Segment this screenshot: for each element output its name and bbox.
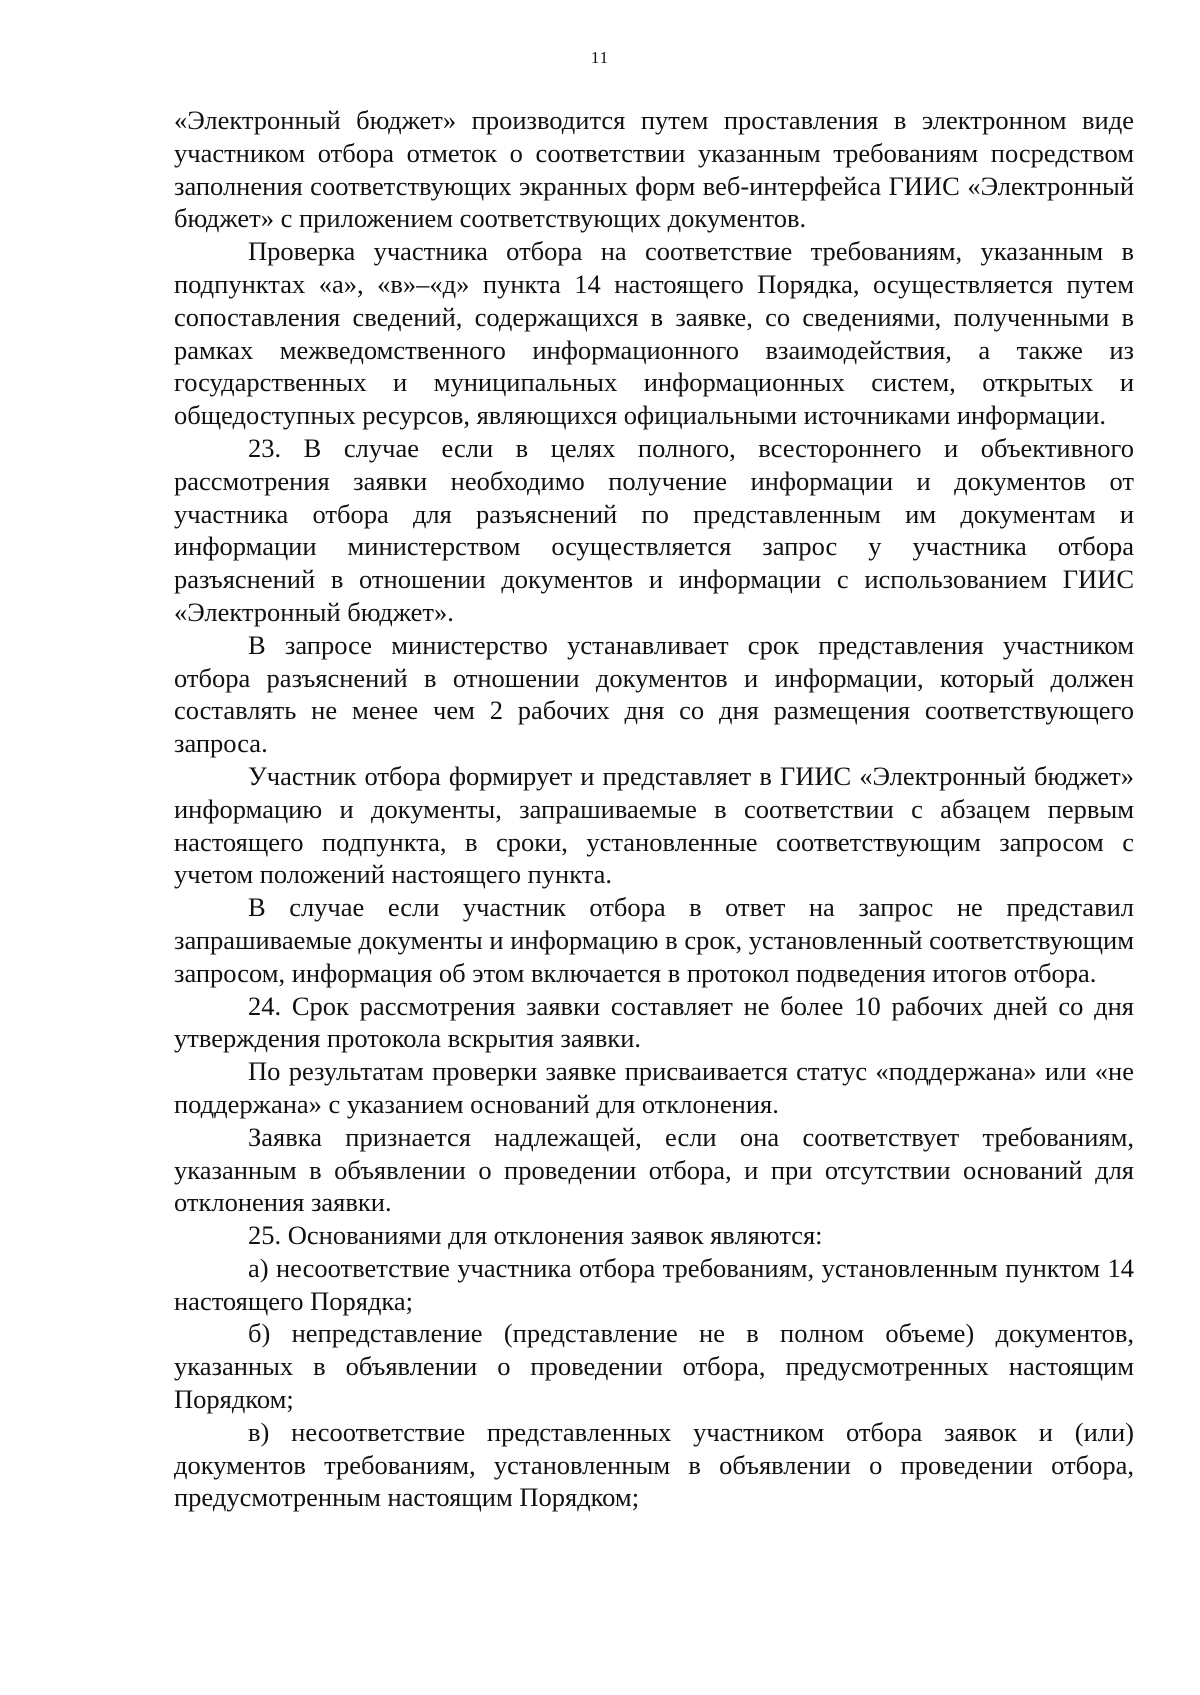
page-number: 11 xyxy=(590,48,610,67)
paragraph-no-response: В случае если участник отбора в ответ на запрос не представил запрашиваемые документы и информацию в срок, установленный соответствующим запросом, информация об этом включается в протокол подведения итогов отбора. xyxy=(174,892,1134,988)
paragraph-participant-response: Участник отбора формирует и представляет в ГИИС «Электронный бюджет» информацию и документы, запрашиваемые в соответствии с абзацем первым настоящего подпункта, в сроки, установленные соответствующим запросом с учетом положений настоящего пункта. xyxy=(174,760,1134,890)
paragraph-item-24: 24. Срок рассмотрения заявки составляет не более 10 рабочих дней со дня утверждения протокола вскрытия заявки. xyxy=(174,990,1134,1054)
list-item-b: б) непредставление (представление не в полном объеме) документов, указанных в объявлении о проведении отбора, предусмотренных настоящим Порядком; xyxy=(174,1318,1134,1415)
paragraph-item-23: 23. В случае если в целях полного, всестороннего и объективного рассмотрения заявки необходимо получение информации и документов от участника отбора для разъяснений по представленным им документам и информации министерством осуществляется запрос у участника отбора разъяснений в отношении документов и информации с использованием ГИИС «Электронный бюджет». xyxy=(174,432,1134,627)
paragraph-continuation: «Электронный бюджет» производится путем проставления в электронном виде участником отбора отметок о соответствии указанным требованиям посредством заполнения соответствующих экранных форм веб-интерфейса ГИИС «Электронный бюджет» с приложением соответствующих документов. xyxy=(174,105,1134,234)
paragraph-review-status: По результатам проверки заявке присваивается статус «поддержана» или «не поддержана» с указанием оснований для отклонения. xyxy=(174,1056,1134,1119)
document-body xyxy=(174,104,1134,1514)
paragraph-proper-application: Заявка признается надлежащей, если она соответствует требованиям, указанным в объявлении о проведении отбора, и при отсутствии оснований для отклонения заявки. xyxy=(174,1121,1134,1218)
list-item-a: а) несоответствие участника отбора требованиям, установленным пунктом 14 настоящего Порядка; xyxy=(174,1252,1134,1316)
paragraph-item-25: 25. Основаниями для отклонения заявок являются: xyxy=(248,1220,823,1251)
list-item-v: в) несоответствие представленных участником отбора заявок и (или) документов требованиям, установленным в объявлении о проведении отбора, предусмотренным настоящим Порядком; xyxy=(174,1416,1134,1513)
paragraph-verification: Проверка участника отбора на соответствие требованиям, указанным в подпунктах «а», «в»–«д» пункта 14 настоящего Порядка, осуществляется путем сопоставления сведений, содержащихся в заявке, со сведениями, полученными в рамках межведомственного информационного взаимодействия, а также из государственных и муниципальных информационных систем, открытых и общедоступных ресурсов, являющихся официальными источниками информации. xyxy=(174,236,1134,431)
paragraph-request-deadline: В запросе министерство устанавливает срок представления участником отбора разъяснений в отношении документов и информации, который должен составлять не менее чем 2 рабочих дня со дня размещения соответствующего запроса. xyxy=(174,629,1134,759)
